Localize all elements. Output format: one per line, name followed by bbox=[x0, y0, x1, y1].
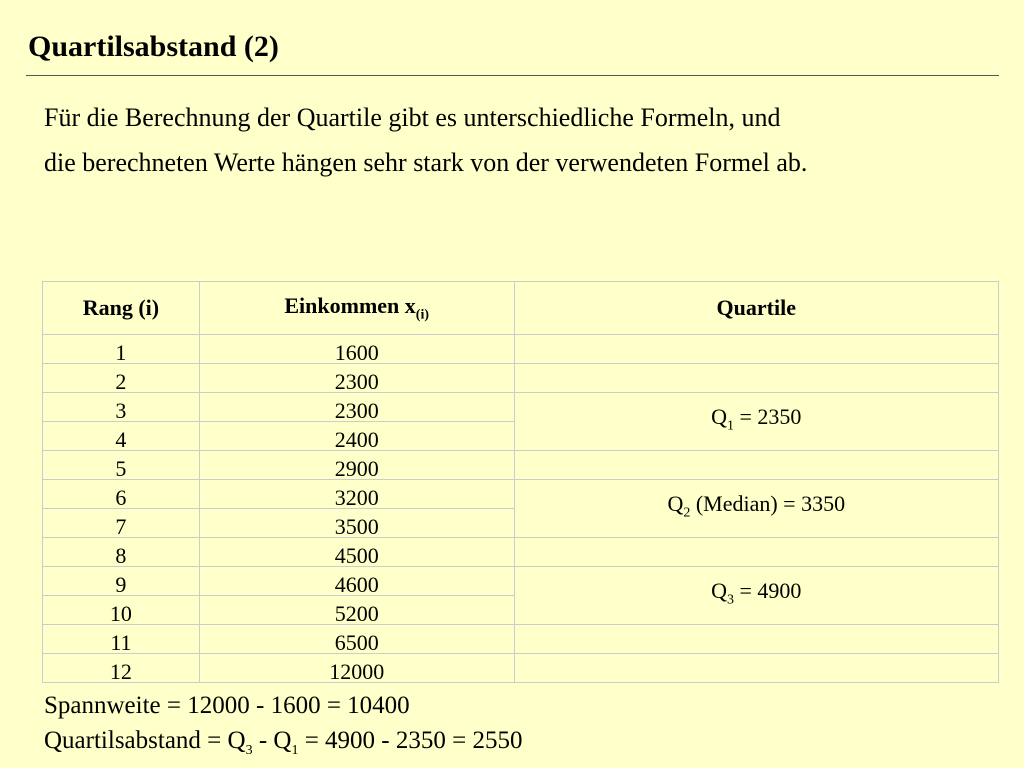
rank-cell: 9 bbox=[43, 567, 200, 596]
quartile-empty-cell bbox=[514, 625, 998, 654]
rank-cell: 3 bbox=[43, 393, 200, 422]
table-row bbox=[43, 335, 999, 364]
rank-cell: 10 bbox=[43, 596, 200, 625]
income-cell: 2400 bbox=[199, 422, 514, 451]
iqr-part-3: = 4900 - 2350 = 2550 bbox=[298, 727, 523, 754]
income-cell: 4500 bbox=[199, 538, 514, 567]
quartile-q2-cell bbox=[514, 480, 998, 538]
table-row bbox=[43, 625, 999, 654]
quartile-q1-cell bbox=[514, 393, 998, 451]
range-formula: Spannweite = 12000 - 1600 = 10400 bbox=[44, 692, 410, 719]
rank-cell: 5 bbox=[43, 451, 200, 480]
rank-cell: 6 bbox=[43, 480, 200, 509]
quartile-table bbox=[42, 281, 999, 683]
rank-cell: 1 bbox=[43, 335, 200, 364]
quartile-empty-cell bbox=[514, 538, 998, 567]
rank-cell: 12 bbox=[43, 654, 200, 683]
income-cell: 12000 bbox=[199, 654, 514, 683]
iqr-subscript-2: 1 bbox=[291, 743, 299, 758]
q3-value: = 4900 bbox=[734, 577, 802, 603]
table-row bbox=[43, 480, 999, 509]
iqr-part-1: Quartilsabstand = Q bbox=[44, 727, 246, 754]
income-cell: 3500 bbox=[199, 509, 514, 538]
quartile-empty-cell bbox=[514, 451, 998, 480]
income-cell: 1600 bbox=[199, 335, 514, 364]
table-row bbox=[43, 538, 999, 567]
summary-text bbox=[44, 688, 522, 768]
header-rank: Rang (i) bbox=[43, 282, 200, 335]
table-row bbox=[43, 451, 999, 480]
table-row bbox=[43, 364, 999, 393]
income-cell: 2300 bbox=[199, 393, 514, 422]
income-cell: 4600 bbox=[199, 567, 514, 596]
income-cell: 3200 bbox=[199, 480, 514, 509]
q1-symbol: Q bbox=[711, 403, 727, 429]
iqr-subscript-1: 3 bbox=[245, 743, 253, 758]
quartile-empty-cell bbox=[514, 364, 998, 393]
quartile-empty-cell bbox=[514, 654, 998, 683]
q1-subscript: 1 bbox=[727, 418, 734, 434]
table-row bbox=[43, 393, 999, 422]
q2-symbol: Q bbox=[667, 490, 684, 516]
intro-text bbox=[44, 95, 994, 185]
rank-cell: 4 bbox=[43, 422, 200, 451]
iqr-formula bbox=[44, 727, 523, 758]
intro-line-1: Für die Berechnung der Quartile gibt es unterschiedliche Formeln, und bbox=[44, 103, 781, 132]
rank-cell: 11 bbox=[43, 625, 200, 654]
iqr-part-2: - Q bbox=[252, 727, 292, 754]
rank-cell: 7 bbox=[43, 509, 200, 538]
income-cell: 6500 bbox=[199, 625, 514, 654]
rank-cell: 2 bbox=[43, 364, 200, 393]
rank-cell: 8 bbox=[43, 538, 200, 567]
header-income-label: Einkommen x bbox=[284, 292, 416, 318]
quartile-q3-cell bbox=[514, 567, 998, 625]
income-cell: 2900 bbox=[199, 451, 514, 480]
q2-value: (Median) = 3350 bbox=[690, 490, 846, 516]
income-cell: 5200 bbox=[199, 596, 514, 625]
q3-subscript: 3 bbox=[727, 592, 734, 608]
header-income bbox=[199, 282, 514, 335]
income-cell: 2300 bbox=[199, 364, 514, 393]
table-row bbox=[43, 567, 999, 596]
title-divider bbox=[26, 75, 999, 76]
page-title: Quartilsabstand (2) bbox=[28, 30, 279, 63]
quartile-empty-cell bbox=[514, 335, 998, 364]
intro-line-2: die berechneten Werte hängen sehr stark von der verwendeten Formel ab. bbox=[44, 148, 808, 177]
q3-symbol: Q bbox=[711, 577, 727, 603]
table-header-row bbox=[43, 282, 999, 335]
table-row bbox=[43, 654, 999, 683]
header-income-subscript: (i) bbox=[415, 307, 430, 323]
q1-value: = 2350 bbox=[734, 403, 802, 429]
header-quartile: Quartile bbox=[514, 282, 998, 335]
q2-subscript: 2 bbox=[683, 505, 691, 521]
